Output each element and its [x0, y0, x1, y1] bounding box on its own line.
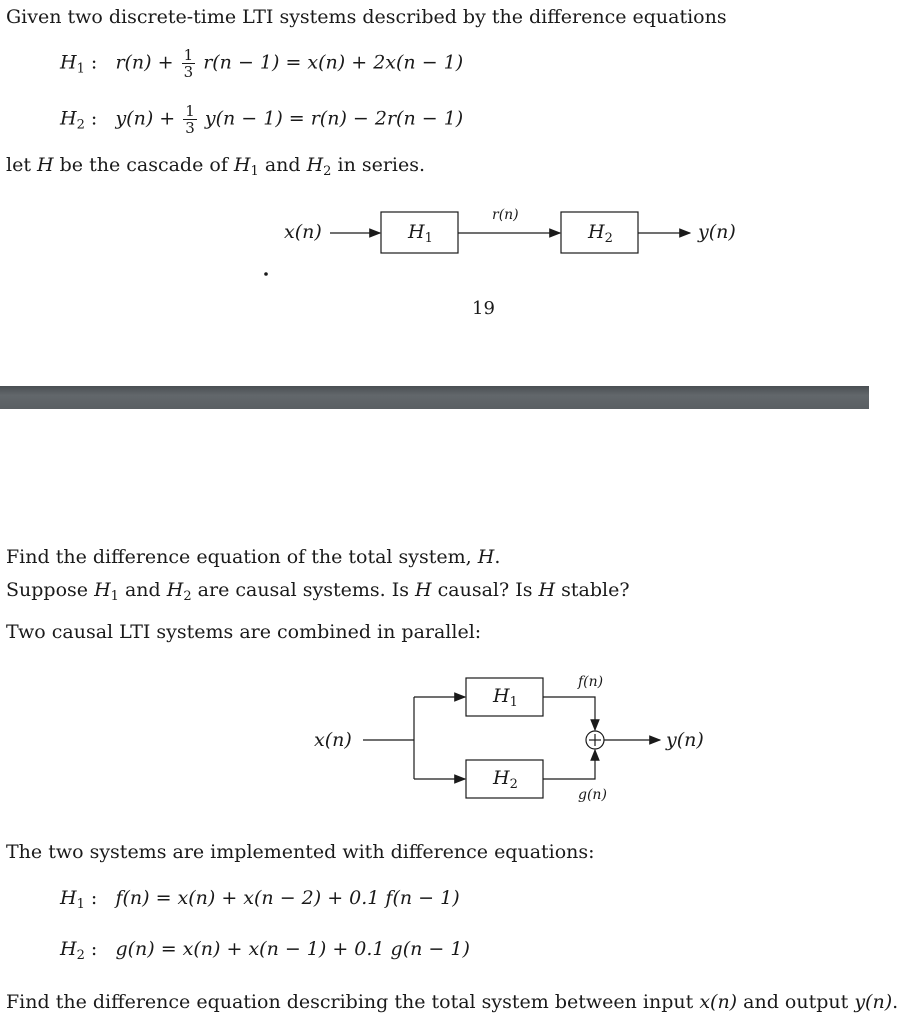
- arrow-f-to-sum: [543, 697, 595, 730]
- page-number: 19: [472, 298, 495, 319]
- arrow-g-to-sum: [543, 750, 595, 779]
- fraction-one-third: $\frac{1}{3}$: [183, 46, 194, 81]
- page-divider: [0, 386, 869, 409]
- question-difference-equation: Find the difference equation of the total system, H.: [6, 546, 501, 568]
- cascade-output-label: y(n): [698, 221, 736, 243]
- implementation-text: The two systems are implemented with difference equations:: [6, 841, 595, 863]
- parallel-block-h1-label: $H_1$: [493, 685, 518, 710]
- final-question: Find the difference equation describing the total system between input x(n) and output y(n).: [6, 991, 898, 1013]
- equation-h2-cascade: $H_2$ : y(n) + $\frac{1}{3}$ y(n − 1) = r(n) − 2r(n − 1): [60, 102, 464, 137]
- cascade-block-h2-label: $H_2$: [588, 221, 613, 246]
- fraction-one-third: $\frac{1}{3}$: [185, 102, 195, 137]
- f-signal-label: f(n): [578, 674, 604, 690]
- parallel-block-h2-label: $H_2$: [493, 767, 518, 792]
- equation-h2-parallel: $H_2$ : g(n) = x(n) + x(n − 1) + 0.1 g(n − 1): [60, 938, 470, 963]
- stray-dot: [264, 272, 268, 276]
- cascade-text: let H be the cascade of $H_1$ and $H_2$ in series.: [6, 154, 426, 179]
- parallel-intro: Two causal LTI systems are combined in parallel:: [6, 621, 482, 643]
- cascade-mid-signal-label: r(n): [492, 207, 519, 223]
- equation-h1-parallel: $H_1$ : f(n) = x(n) + x(n − 2) + 0.1 f(n − 1): [60, 887, 460, 912]
- g-signal-label: g(n): [578, 787, 607, 803]
- parallel-output-label: y(n): [666, 729, 704, 751]
- parallel-input-label: x(n): [314, 729, 352, 751]
- intro-text: Given two discrete-time LTI systems described by the difference equations: [6, 6, 727, 28]
- cascade-block-h1-label: $H_1$: [408, 221, 433, 246]
- question-causal-stable: Suppose $H_1$ and $H_2$ are causal systems. Is H causal? Is H stable?: [6, 579, 630, 604]
- equation-h1-cascade: $H_1$ : r(n) + $\frac{1}{3}$ r(n − 1) = x(n) + 2x(n − 1): [60, 46, 464, 81]
- cascade-input-label: x(n): [284, 221, 322, 243]
